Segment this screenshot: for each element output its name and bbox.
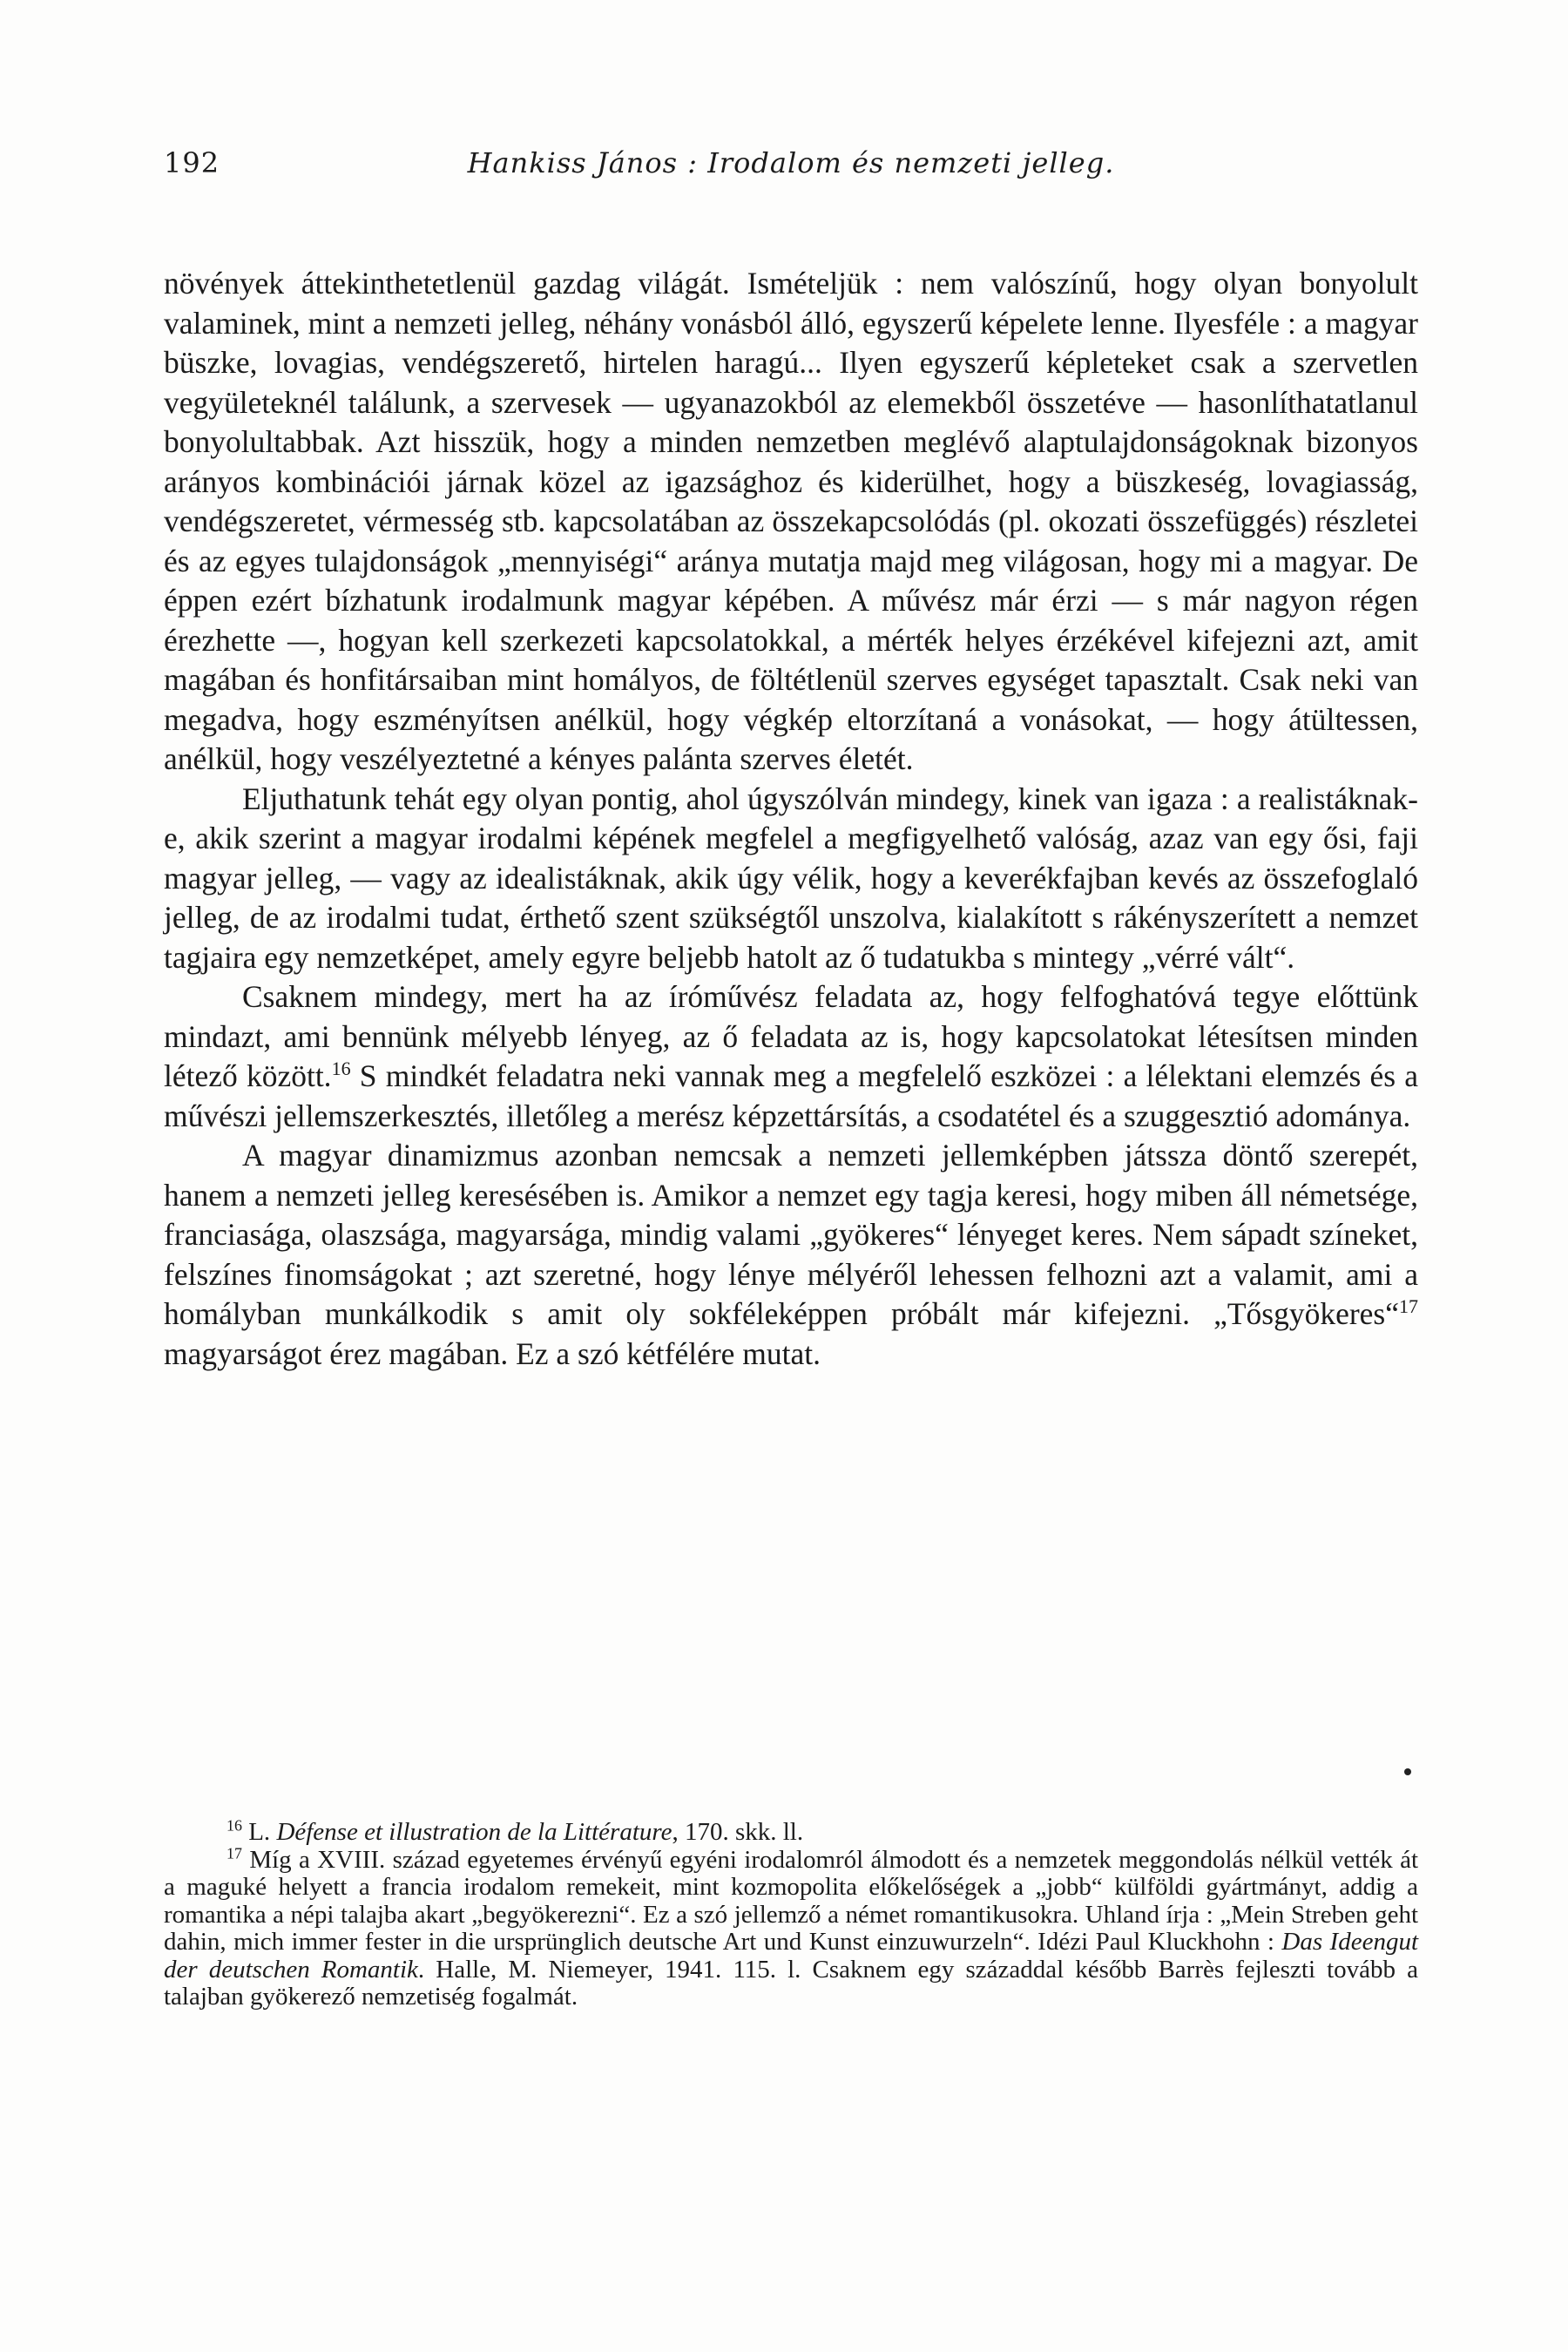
paragraph-1: növények áttekinthetetlenül gazdag világát. Ismételjük : nem valószínű, hogy olyan bonyolult valaminek, mint a nemzeti jelleg, néhány vonásból álló, egyszerű képelete lenne. Ilyesféle : a magyar büszke, lovagias, vendégszerető, hirtelen haragú... Ilyen egyszerű képleteket csak a szervetlen vegyületeknél találunk, a szervesek — ugyanazokból az elemekből összetéve — hasonlíthatatlanul bonyolultabbak. Azt hisszük, hogy a minden nemzetben meglévő alaptulajdonságoknak bizonyos arányos kombinációi járnak közel az igazsághoz és kiderülhet, hogy a büszkeség, lovagiasság, vendégszeretet, vérmesség stb. kapcsolatában az összekapcsolódás (pl. okozati összefüggés) részletei és az egyes tulajdonságok „mennyiségi“ aránya mutatja majd meg világosan, hogy mi a magyar. De éppen ezért bízhatunk irodalmunk magyar képében. A művész már érzi — s már nagyon régen érezhette —, hogyan kell szerkezeti kapcsolatokkal, a mérték helyes érzékével kifejezni azt, amit magában és honfitársaiban mint homályos, de föltétlenül szerves egységet tapasztalt. Csak neki van megadva, hogy eszményítsen anélkül, hogy végkép eltorzítaná a vonásokat, — hogy átültessen, anélkül, hogy veszélyeztetné a kényes palánta szerves életét.	[164, 266, 1418, 776]
footnotes	[164, 1816, 1419, 2011]
paragraph-3	[164, 977, 1418, 1136]
paragraph-4-text: A magyar dinamizmus azonban nemcsak a nemzeti jellemképben játssza döntő szerepét, hanem a nemzeti jelleg keresésében is. Amikor a nemzet egy tagja keresi, hogy miben áll németsége, franciasága, olaszsága, magyarsága, mindig valami „gyökeres“ lényeget keres. Nem sápadt színeket, felszínes finomságokat ; azt szeretné, hogy lénye mélyéről lehessen felhozni azt a valamit, ami a homályban munkálkodik s amit oly sokféleképpen próbált már kifejezni. „Tősgyökeres“	[164, 1138, 1418, 1331]
page-header	[164, 146, 1418, 190]
footnote-title: Das Ideengut der deutschen Romantik	[164, 1928, 1418, 1984]
footnote-number: 16	[226, 1816, 242, 1835]
footnote-17	[164, 1843, 1419, 2011]
paragraph-4-end: magyarságot érez magában. Ez a szó kétfélére mutat.	[164, 1335, 821, 1371]
paragraph-3b-text: S mindkét feladatra neki vannak meg a megfelelő eszközei : a lélektani elemzés és a művészi jellemszerkesztés, illetőleg a merész képzettársítás, a csodatétel és a szuggesztió adománya.	[164, 1058, 1419, 1133]
main-text	[164, 264, 1418, 1374]
page-number: 192	[164, 146, 220, 179]
footnote-16	[164, 1816, 1418, 1847]
footnote-text: . Halle, M. Niemeyer, 1941. 115. l. Csaknem egy századdal később Barrès fejleszti tovább a talajban gyökerező nemzetiség fogalmát.	[164, 1955, 1418, 2011]
footnote-title: Défense et illustration de la Littérature	[276, 1818, 672, 1846]
footnote-text: Míg a XVIII. század egyetemes érvényű egyéni irodalomról álmodott és a nemzetek meggondolás nélkül vették át a maguké helyett a francia irodalom remekeit, mint kozmopolita előkelőségek a „jobb“ külföldi gyártmányt, addig a romantika a népi talajba akart „begyökerezni“. Ez a szó jellemző a német romantikusokra. Uhland írja : „Mein Streben geht dahin, mich immer fester in die ursprünglich deutsche Art und Kunst einzuwurzeln“. Idézi Paul Kluckhohn :	[164, 1845, 1419, 1956]
footnote-number: 17	[226, 1843, 242, 1862]
page-mark	[1404, 1768, 1411, 1775]
paragraph-2: Eljuthatunk tehát egy olyan pontig, ahol úgyszólván mindegy, kinek van igaza : a realistáknak-e, akik szerint a magyar irodalmi képének megfelel a megfigyelhető valóság, azaz van egy ősi, faji magyar jelleg, — vagy az idealistáknak, akik úgy vélik, hogy a keverékfajban kevés az összefoglaló jelleg, de az irodalmi tudat, érthető szent szükségtől unszolva, kialakított s rákényszerített a nemzet tagjaira egy nemzetképet, amely egyre beljebb hatolt az ő tudatukba s mintegy „vérré vált“.	[164, 781, 1418, 975]
footnote-text: L.	[248, 1818, 277, 1846]
footnote-ref-16[interactable]: 16	[331, 1058, 351, 1080]
paragraph-4	[164, 1136, 1418, 1374]
footnote-text: , 170. skk. ll.	[672, 1818, 804, 1846]
footnote-ref-17[interactable]: 17	[1399, 1295, 1418, 1318]
paragraph-3-text: Csaknem mindegy, mert ha az íróművész feladata az, hogy felfoghatóvá tegye előttünk mindazt, ami bennünk mélyebb lényeg, az ő feladata az is, hogy kapcsolatokat létesítsen minden létező között.	[164, 979, 1418, 1093]
running-head: Hankiss János : Irodalom és nemzeti jelleg.	[467, 146, 1115, 179]
